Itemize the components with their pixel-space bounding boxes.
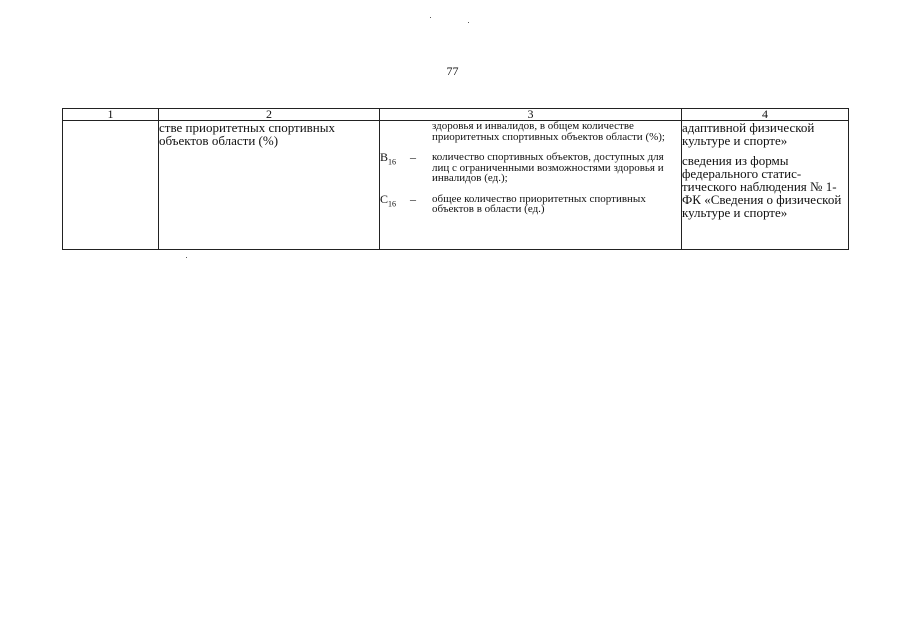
data-source-text-2: сведения из формы федерального статис-тического наблюдения № 1-ФК «Сведения о физической культуре и спорте»: [682, 153, 842, 220]
header-cell-4: 4: [682, 109, 849, 121]
page-number: 77: [446, 64, 459, 78]
formula-text: количество спортивных объектов, доступных для лиц с ограниченными возможностями здоровья и инвалидов (ед.);: [432, 151, 664, 184]
formula-line-c16: [380, 191, 681, 215]
formula-line-continuation: [380, 121, 681, 142]
formula-text: здоровья и инвалидов, в общем количестве приоритетных спортивных объектов области (%);: [432, 120, 665, 143]
scan-speck: [430, 17, 431, 18]
formula-dash: –: [410, 191, 416, 206]
header-cell-2: 2: [159, 109, 380, 121]
indicator-name-text: стве приоритетных спортивных объектов области (%): [159, 120, 336, 148]
header-cell-3: 3: [380, 109, 682, 121]
indicator-table: [62, 108, 849, 250]
cell-number: [63, 121, 159, 250]
cell-formula-description: [380, 121, 682, 250]
formula-symbol: $B_{16}$: [380, 150, 397, 167]
formula-line-b16: [380, 152, 681, 184]
scan-speck: [186, 257, 187, 258]
data-source-text-1: адаптивной физической культуре и спорте»: [682, 120, 815, 148]
formula-symbol: $C_{16}$: [380, 191, 397, 208]
table-row: [63, 121, 849, 250]
cell-indicator-name: [159, 121, 380, 250]
table-header-row: [63, 109, 849, 121]
scan-speck: [468, 22, 469, 23]
cell-data-source: [682, 121, 849, 250]
header-cell-1: 1: [63, 109, 159, 121]
formula-text: общее количество приоритетных спортивных объектов в области (ед.): [432, 192, 646, 215]
formula-dash: –: [410, 150, 416, 164]
